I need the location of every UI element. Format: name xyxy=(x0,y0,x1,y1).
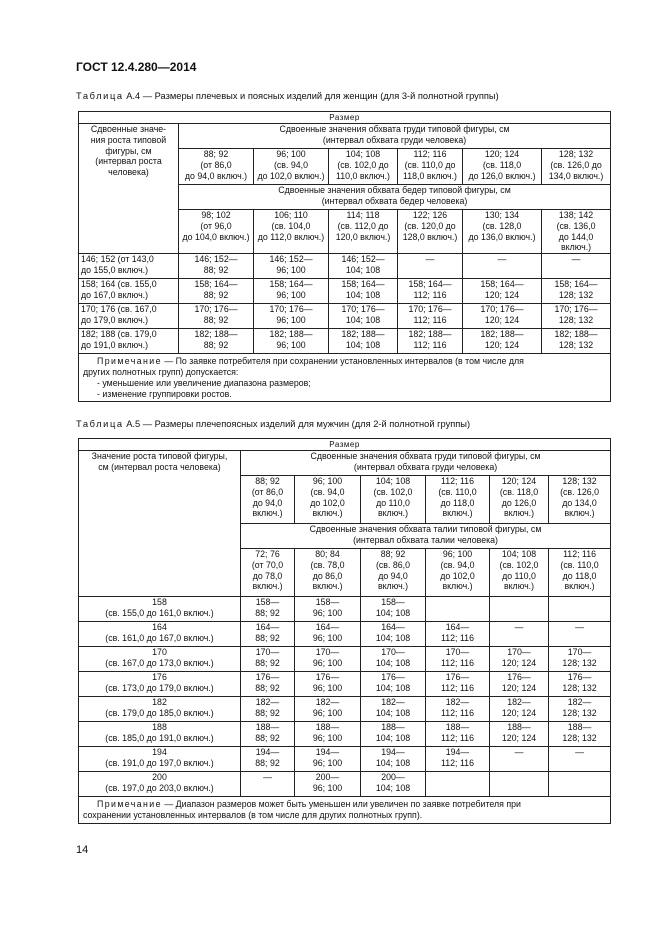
table-a5-caption-text: А.5 — Размеры плечепоясных изделий для мужчин (для 2-й полнотной группы) xyxy=(123,419,471,429)
table-a5-chest-col: 96; 100 (св. 94,0 до 102,0 включ.) xyxy=(295,476,361,524)
table-a4-row-height: 158; 164 (св. 155,0 до 167,0 включ.) xyxy=(79,279,179,304)
table-a5-caption-label: Таблица xyxy=(76,419,124,429)
document-title: ГОСТ 12.4.280—2014 xyxy=(76,60,197,74)
table-a5-waist-col: 112; 116 (св. 110,0 до 118,0 включ.) xyxy=(549,549,611,597)
table-cell: — xyxy=(549,747,611,772)
table-a5-waist-col: 88; 92 (св. 86,0 до 94,0 включ.) xyxy=(361,549,426,597)
table-cell: 158— 88; 92 xyxy=(241,597,295,622)
table-row xyxy=(79,279,611,304)
table-a4-hips-col: 114; 118 (св. 112,0 до 120,0 включ.) xyxy=(329,210,398,254)
table-cell: 194— 88; 92 xyxy=(241,747,295,772)
table-cell: 146; 152— 88; 92 xyxy=(179,254,254,279)
table-cell: 188— 104; 108 xyxy=(361,722,426,747)
table-cell: 164— 104; 108 xyxy=(361,622,426,647)
table-cell: 176— 104; 108 xyxy=(361,672,426,697)
table-cell: 170— 128; 132 xyxy=(549,647,611,672)
table-cell: 170; 176— 128; 132 xyxy=(542,304,611,329)
table-cell: 194— 112; 116 xyxy=(426,747,490,772)
table-cell: 188— 112; 116 xyxy=(426,722,490,747)
table-a4-row-height: 146; 152 (от 143,0 до 155,0 включ.) xyxy=(79,254,179,279)
table-cell xyxy=(549,772,611,797)
table-a5-row-height: 194 (св. 191,0 до 197,0 включ.) xyxy=(79,747,241,772)
table-cell: — xyxy=(490,622,549,647)
table-a5-razmer-header: Размер xyxy=(79,439,611,451)
table-cell: 188— 88; 92 xyxy=(241,722,295,747)
table-cell: — xyxy=(463,254,542,279)
table-a5-row-height: 182 (св. 179,0 до 185,0 включ.) xyxy=(79,697,241,722)
table-a4-chest-header: Сдвоенные значения обхвата груди типовой фигуры, см (интервал обхвата груди человека) xyxy=(179,124,611,149)
table-a5-height-header: Значение роста типовой фигуры, см (интервал роста человека) xyxy=(79,451,241,597)
table-a5-chest-col: 120; 124 (св. 118,0 до 126,0 включ.) xyxy=(490,476,549,524)
table-row xyxy=(79,254,611,279)
table-cell xyxy=(490,597,549,622)
table-cell: 188— 128; 132 xyxy=(549,722,611,747)
table-a4-chest-col: 104; 108 (св. 102,0 до 110,0 включ.) xyxy=(329,149,398,185)
table-a4-hips-col: 138; 142 (св. 136,0 до 144,0 включ.) xyxy=(542,210,611,254)
table-a5-waist-col: 104; 108 (св. 102,0 до 110,0 включ.) xyxy=(490,549,549,597)
table-cell: 182; 188— 88; 92 xyxy=(179,329,254,354)
table-cell: 182; 188— 96; 100 xyxy=(254,329,329,354)
table-row xyxy=(79,697,611,722)
table-a5-note: Примечание — Диапазон размеров может быть уменьшен или увеличен по заявке потребителя при сохранении установленных интервалов (в том числе для других полнотных групп). xyxy=(79,797,611,824)
table-cell xyxy=(490,772,549,797)
table-a4-row-height: 182; 188 (св. 179,0 до 191,0 включ.) xyxy=(79,329,179,354)
table-cell: 200— 104; 108 xyxy=(361,772,426,797)
table-row xyxy=(79,304,611,329)
table-cell: 182— 120; 124 xyxy=(490,697,549,722)
table-cell: 170; 176— 112; 116 xyxy=(398,304,463,329)
table-cell: 200— 96; 100 xyxy=(295,772,361,797)
table-a4-height-header: Сдвоенные значе- ния роста типовой фигуры, см (интервал роста человека) xyxy=(79,124,179,254)
table-cell: 164— 112; 116 xyxy=(426,622,490,647)
table-cell: 170; 176— 120; 124 xyxy=(463,304,542,329)
table-cell: 182— 96; 100 xyxy=(295,697,361,722)
table-a5-row-height: 176 (св. 173,0 до 179,0 включ.) xyxy=(79,672,241,697)
table-a5-caption xyxy=(76,419,470,429)
table-cell: 158; 164— 88; 92 xyxy=(179,279,254,304)
table-cell: — xyxy=(490,747,549,772)
table-cell: 176— 128; 132 xyxy=(549,672,611,697)
table-cell: 146; 152— 96; 100 xyxy=(254,254,329,279)
table-a5-waist-col: 96; 100 (св. 94,0 до 102,0 включ.) xyxy=(426,549,490,597)
table-a4 xyxy=(78,111,611,402)
table-a4-note: Примечание — По заявке потребителя при сохранении установленных интервалов (в том числе для других полнотных групп) допускается: - уменьшение или увеличение диапазона размеров; - изменение группировки ростов. xyxy=(79,354,611,402)
table-cell: 158; 164— 104; 108 xyxy=(329,279,398,304)
table-cell: 176— 120; 124 xyxy=(490,672,549,697)
table-a4-chest-col: 128; 132 (св. 126,0 до 134,0 включ.) xyxy=(542,149,611,185)
table-a5-chest-col: 104; 108 (св. 102,0 до 110,0 включ.) xyxy=(361,476,426,524)
table-cell: 194— 104; 108 xyxy=(361,747,426,772)
table-a4-note-row xyxy=(79,354,611,402)
table-a4-hips-header: Сдвоенные значения обхвата бедер типовой фигуры, см (интервал обхвата бедер человека) xyxy=(179,185,611,210)
table-cell xyxy=(549,597,611,622)
table-cell: 170; 176— 88; 92 xyxy=(179,304,254,329)
page-number: 14 xyxy=(76,844,89,856)
table-cell: — xyxy=(398,254,463,279)
table-cell: 164— 96; 100 xyxy=(295,622,361,647)
table-a4-hips-col: 122; 126 (св. 120,0 до 128,0 включ.) xyxy=(398,210,463,254)
table-a4-caption-label: Таблица xyxy=(76,91,124,101)
table-a5-row-height: 188 (св. 185,0 до 191,0 включ.) xyxy=(79,722,241,747)
table-cell: 170; 176— 96; 100 xyxy=(254,304,329,329)
table-cell: 176— 112; 116 xyxy=(426,672,490,697)
table-cell: 170— 120; 124 xyxy=(490,647,549,672)
table-cell: 158— 104; 108 xyxy=(361,597,426,622)
table-a5-chest-col: 88; 92 (от 86,0 до 94,0 включ.) xyxy=(241,476,295,524)
table-a5-row-height: 200 (св. 197,0 до 203,0 включ.) xyxy=(79,772,241,797)
table-a4-caption xyxy=(76,91,499,101)
table-cell: 182— 128; 132 xyxy=(549,697,611,722)
table-cell: 188— 96; 100 xyxy=(295,722,361,747)
table-cell: 170— 88; 92 xyxy=(241,647,295,672)
table-cell: 188— 120; 124 xyxy=(490,722,549,747)
table-cell: — xyxy=(549,622,611,647)
table-cell: 176— 96; 100 xyxy=(295,672,361,697)
table-a5-chest-col: 112; 116 (св. 110,0 до 118,0 включ.) xyxy=(426,476,490,524)
table-cell: 158— 96; 100 xyxy=(295,597,361,622)
table-a5-chest-header: Сдвоенные значения обхвата груди типовой фигуры, см (интервал обхвата груди человека) xyxy=(241,451,611,476)
table-cell: 170— 96; 100 xyxy=(295,647,361,672)
table-a5-note-row xyxy=(79,797,611,824)
table-cell: 182; 188— 128; 132 xyxy=(542,329,611,354)
table-cell: 170— 112; 116 xyxy=(426,647,490,672)
table-row xyxy=(79,329,611,354)
table-cell: 146; 152— 104; 108 xyxy=(329,254,398,279)
table-cell: 170— 104; 108 xyxy=(361,647,426,672)
table-a5-waist-header: Сдвоенные значения обхвата талии типовой фигуры, см (интервал обхвата талии человека) xyxy=(241,524,611,549)
table-cell: 182; 188— 104; 108 xyxy=(329,329,398,354)
table-cell xyxy=(426,597,490,622)
table-a4-hips-col: 130; 134 (св. 128,0 до 136,0 включ.) xyxy=(463,210,542,254)
table-row xyxy=(79,597,611,622)
table-cell: 158; 164— 128; 132 xyxy=(542,279,611,304)
table-cell: 182; 188— 120; 124 xyxy=(463,329,542,354)
table-cell: 182— 112; 116 xyxy=(426,697,490,722)
table-cell: — xyxy=(241,772,295,797)
table-a4-hips-col: 98; 102 (от 96,0 до 104,0 включ.) xyxy=(179,210,254,254)
table-a5-row-height: 158 (св. 155,0 до 161,0 включ.) xyxy=(79,597,241,622)
table-row xyxy=(79,747,611,772)
table-a4-hips-col: 106; 110 (св. 104,0 до 112,0 включ.) xyxy=(254,210,329,254)
table-a4-razmer-header: Размер xyxy=(79,112,611,124)
table-cell: 182— 88; 92 xyxy=(241,697,295,722)
table-cell: 158; 164— 96; 100 xyxy=(254,279,329,304)
table-a4-chest-col: 96; 100 (св. 94,0 до 102,0 включ.) xyxy=(254,149,329,185)
table-a5-note-label: Примечание xyxy=(97,799,162,809)
table-row xyxy=(79,672,611,697)
table-cell: 170; 176— 104; 108 xyxy=(329,304,398,329)
table-a5-waist-col: 80; 84 (св. 78,0 до 86,0 включ.) xyxy=(295,549,361,597)
table-cell: 176— 88; 92 xyxy=(241,672,295,697)
table-row xyxy=(79,647,611,672)
table-a4-chest-col: 88; 92 (от 86,0 до 94,0 включ.) xyxy=(179,149,254,185)
table-cell: 182— 104; 108 xyxy=(361,697,426,722)
table-cell: 158; 164— 120; 124 xyxy=(463,279,542,304)
table-cell xyxy=(426,772,490,797)
table-a5-waist-col: 72; 76 (от 70,0 до 78,0 включ.) xyxy=(241,549,295,597)
table-cell: 158; 164— 112; 116 xyxy=(398,279,463,304)
table-row xyxy=(79,722,611,747)
table-a4-chest-col: 120; 124 (св. 118,0 до 126,0 включ.) xyxy=(463,149,542,185)
table-a5-row-height: 164 (св. 161,0 до 167,0 включ.) xyxy=(79,622,241,647)
table-cell: — xyxy=(542,254,611,279)
table-a5-row-height: 170 (св. 167,0 до 173,0 включ.) xyxy=(79,647,241,672)
table-a5 xyxy=(78,438,611,824)
table-row xyxy=(79,772,611,797)
table-cell: 194— 96; 100 xyxy=(295,747,361,772)
table-a4-chest-col: 112; 116 (св. 110,0 до 118,0 включ.) xyxy=(398,149,463,185)
table-cell: 182; 188— 112; 116 xyxy=(398,329,463,354)
table-a4-caption-text: А.4 — Размеры плечевых и поясных изделий для женщин (для 3-й полнотной группы) xyxy=(123,91,499,101)
table-a4-note-label: Примечание xyxy=(97,356,162,367)
table-row xyxy=(79,622,611,647)
table-cell: 164— 88; 92 xyxy=(241,622,295,647)
table-a4-row-height: 170; 176 (св. 167,0 до 179,0 включ.) xyxy=(79,304,179,329)
table-a5-chest-col: 128; 132 (св. 126,0 до 134,0 включ.) xyxy=(549,476,611,524)
